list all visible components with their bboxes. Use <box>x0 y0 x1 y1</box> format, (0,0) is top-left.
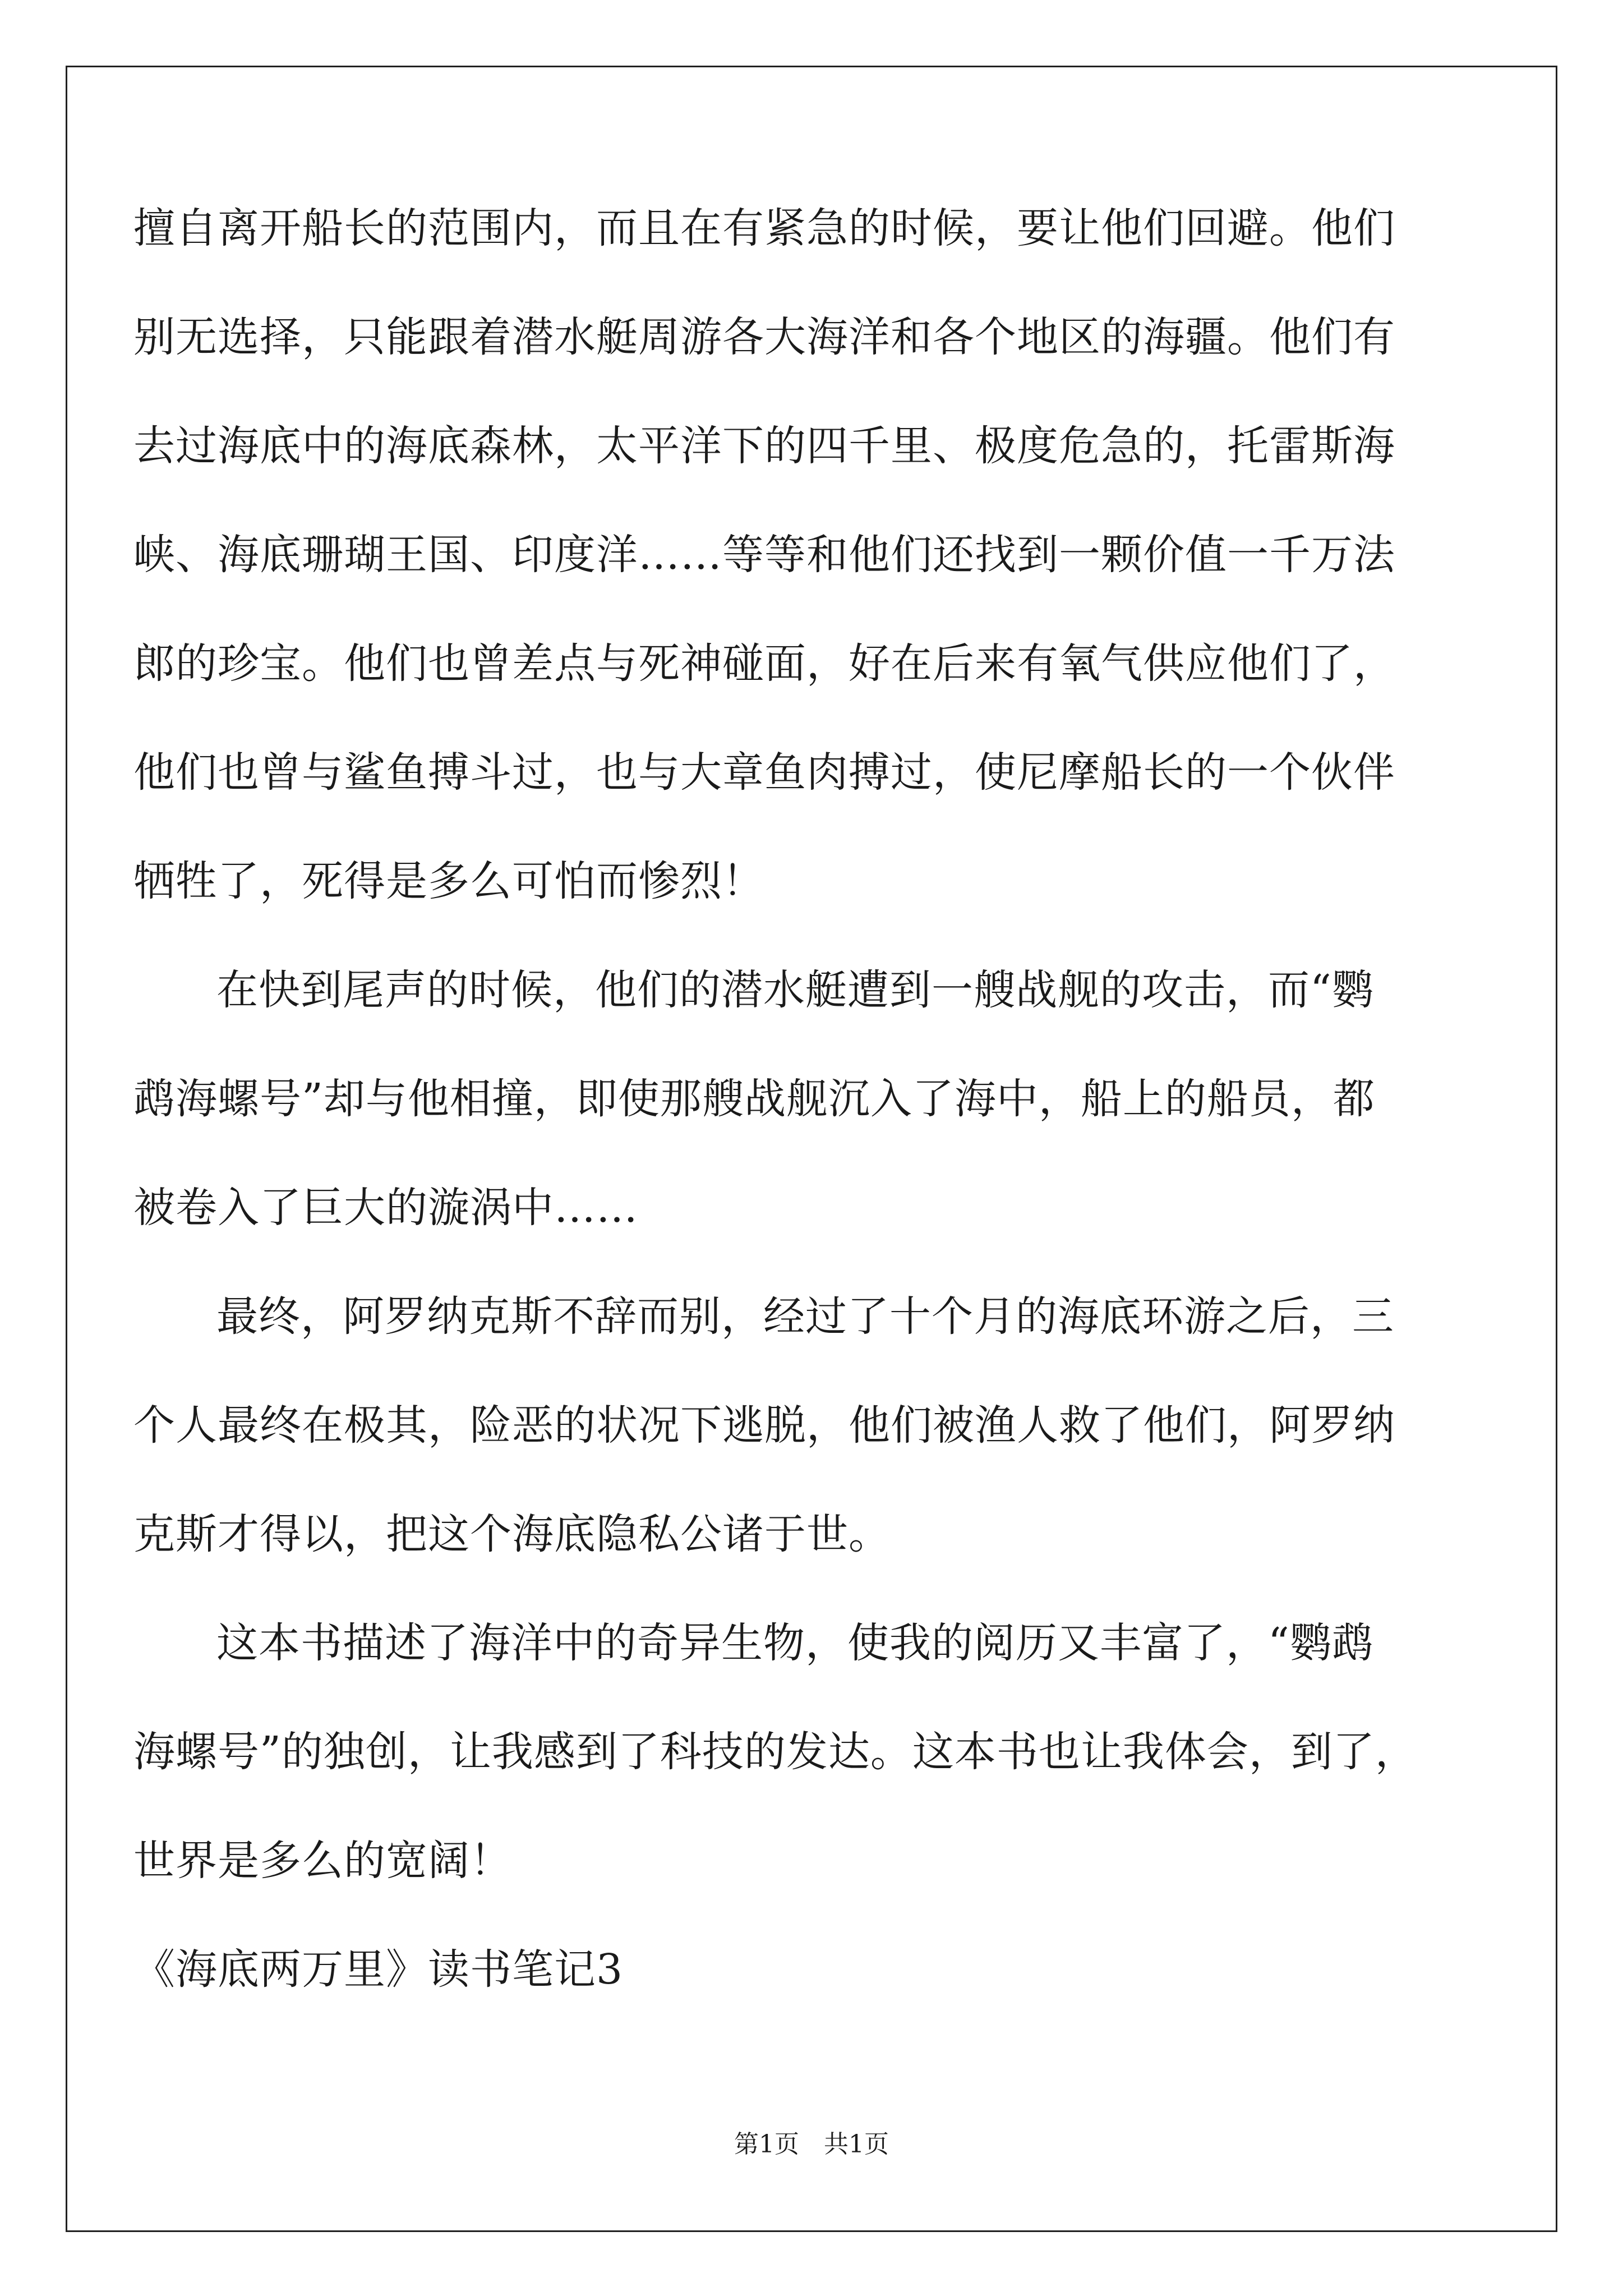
text-line: 被卷入了巨大的漩涡中…… <box>133 1184 638 1232</box>
text-line: 去过海底中的海底森林，太平洋下的四千里、极度危急的，托雷斯海 <box>133 422 1395 470</box>
paragraph-first-line: 最终，阿罗纳克斯不辞而别，经过了十个月的海底环游之后，三 <box>216 1292 1394 1341</box>
page-number-footer: 第1页 共1页 <box>734 2130 889 2159</box>
text-line: 别无选择，只能跟着潜水艇周游各大海洋和各个地区的海疆。他们有 <box>133 313 1395 361</box>
document-body <box>133 204 1491 2058</box>
text-line: 擅自离开船长的范围内，而且在有紧急的时候，要让他们回避。他们 <box>133 204 1395 252</box>
text-line: 牺牲了，死得是多么可怕而惨烈！ <box>133 857 764 905</box>
section-heading: 《海底两万里》读书笔记3 <box>133 1945 624 1994</box>
text-line: 克斯才得以，把这个海底隐私公诸于世。 <box>133 1510 891 1558</box>
text-line: 峡、海底珊瑚王国、印度洋……等等和他们还找到一颗价值一千万法 <box>133 531 1395 579</box>
text-line: 海螺号”的独创，让我感到了科技的发达。这本书也让我体会，到了， <box>133 1728 1417 1776</box>
text-line: 他们也曾与鲨鱼搏斗过，也与大章鱼肉搏过，使尼摩船长的一个伙伴 <box>133 748 1395 797</box>
paragraph-first-line: 这本书描述了海洋中的奇异生物，使我的阅历又丰富了，“鹦鹉 <box>216 1619 1374 1667</box>
text-line: 郎的珍宝。他们也曾差点与死神碰面，好在后来有氧气供应他们了， <box>133 639 1395 688</box>
paragraph-first-line: 在快到尾声的时候，他们的潜水艇遭到一艘战舰的攻击，而“鹦 <box>216 966 1374 1014</box>
text-line: 世界是多么的宽阔！ <box>133 1837 512 1885</box>
text-line: 个人最终在极其，险恶的状况下逃脱，他们被渔人救了他们，阿罗纳 <box>133 1401 1395 1450</box>
text-line: 鹉海螺号”却与他相撞，即使那艘战舰沉入了海中，船上的船员，都 <box>133 1075 1375 1123</box>
